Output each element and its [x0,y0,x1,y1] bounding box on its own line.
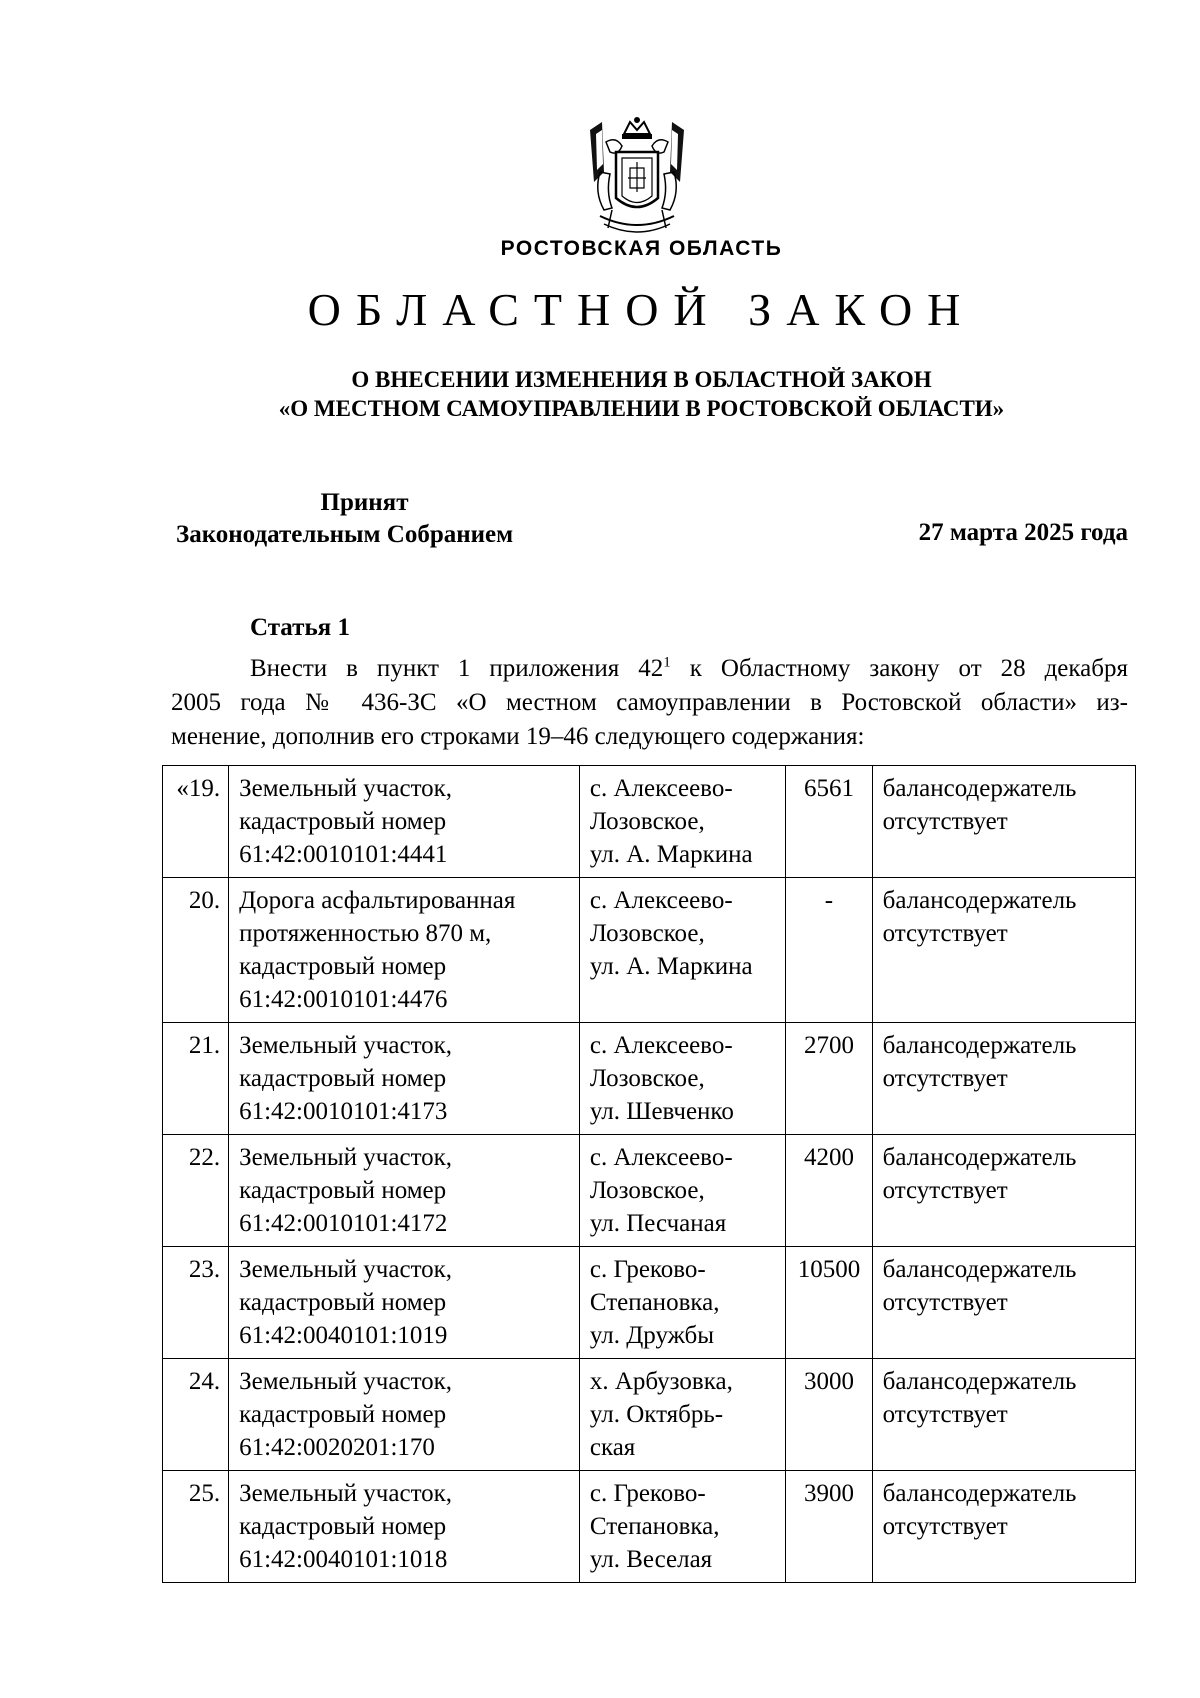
address-cell-line: ул. Дружбы [589,1322,715,1349]
object-name-cell-line: 61:42:0020201:170 [239,1434,435,1461]
object-name-cell-line: кадастровый номер [239,953,447,980]
object-name-cell-line: кадастровый номер [239,1513,447,1540]
article-paragraph-line-3: менение, дополнив его строками 19–46 следующего содержания: [171,723,865,750]
object-name-cell-line: кадастровый номер [239,808,447,835]
address-cell-line: с. Алексеево- [589,1032,733,1059]
address-cell-line: с. Алексеево- [589,775,733,802]
area-cell: 6561 [786,766,872,878]
address-cell [579,1135,785,1247]
object-name-cell-line: 61:42:0010101:4476 [239,986,448,1013]
balance-holder-cell-line: балансодержатель [882,1368,1077,1395]
address-cell-line: ская [589,1434,636,1461]
address-cell-line: х. Арбузовка, [589,1368,733,1395]
row-number-cell: 25. [163,1471,229,1583]
address-cell [579,1359,785,1471]
area-cell: 2700 [786,1023,872,1135]
address-cell-line: Степановка, [589,1513,720,1540]
address-cell-line: ул. Шевченко [589,1098,734,1125]
adoption-line-1: Принят [320,489,409,516]
address-cell [579,1471,785,1583]
balance-holder-cell [872,1359,1135,1471]
address-cell-line: Лозовское, [589,1065,705,1092]
balance-holder-cell-line: отсутствует [882,1513,1008,1540]
object-name-cell-line: кадастровый номер [239,1177,447,1204]
law-subject [0,365,1200,423]
balance-holder-cell-line: балансодержатель [882,887,1077,914]
adoption-line-2: Законодательным Собранием [176,521,514,548]
property-table-body [163,766,1136,1583]
address-cell-line: Лозовское, [589,808,705,835]
balance-holder-cell [872,1247,1135,1359]
object-name-cell-line: Земельный участок, [239,1256,453,1283]
address-cell-line: с. Алексеево- [589,1144,733,1171]
region-name: РОСТОВСКАЯ ОБЛАСТЬ [500,237,783,260]
article-body [171,652,1128,754]
object-name-cell-line: 61:42:0040101:1019 [239,1322,448,1349]
object-name-cell-line: 61:42:0010101:4441 [239,841,448,868]
address-cell-line: ул. Песчаная [589,1210,727,1237]
balance-holder-cell-line: отсутствует [882,1065,1008,1092]
object-name-cell-line: Земельный участок, [239,1480,453,1507]
area-cell: 10500 [786,1247,872,1359]
address-cell [579,1247,785,1359]
object-name-cell [229,1135,580,1247]
balance-holder-cell-line: балансодержатель [882,1144,1077,1171]
address-cell [579,878,785,1023]
balance-holder-cell-line: отсутствует [882,1289,1008,1316]
object-name-cell-line: 61:42:0040101:1018 [239,1546,448,1573]
balance-holder-cell [872,1135,1135,1247]
row-number-cell: 23. [163,1247,229,1359]
area-cell: 3000 [786,1359,872,1471]
balance-holder-cell-line: балансодержатель [882,775,1077,802]
object-name-cell-line: 61:42:0010101:4172 [239,1210,448,1237]
row-number-cell: 20. [163,878,229,1023]
table-row [163,766,1136,878]
object-name-cell-line: Дорога асфальтированная [239,887,516,914]
area-cell: 4200 [786,1135,872,1247]
law-subject-line-2: «О МЕСТНОМ САМОУПРАВЛЕНИИ В РОСТОВСКОЙ ОБЛАСТИ» [278,396,1005,421]
object-name-cell-line: Земельный участок, [239,1368,453,1395]
object-name-cell-line: Земельный участок, [239,1144,453,1171]
object-name-cell [229,1471,580,1583]
object-name-cell [229,1359,580,1471]
area-cell: - [786,878,872,1023]
table-row [163,878,1136,1023]
object-name-cell-line: Земельный участок, [239,1032,453,1059]
address-cell-line: ул. А. Маркина [589,953,753,980]
table-row [163,1247,1136,1359]
balance-holder-cell-line: балансодержатель [882,1032,1077,1059]
row-number-cell: 24. [163,1359,229,1471]
object-name-cell-line: протяженностью 870 м, [239,920,492,947]
object-name-cell-line: 61:42:0010101:4173 [239,1098,448,1125]
balance-holder-cell-line: отсутствует [882,1401,1008,1428]
address-cell-line: с. Греково- [589,1256,706,1283]
address-cell-line: ул. Веселая [589,1546,713,1573]
table-row [163,1135,1136,1247]
object-name-cell [229,878,580,1023]
superscript-index: 1 [663,654,671,671]
balance-holder-cell-line: балансодержатель [882,1256,1077,1283]
address-cell-line: ул. Октябрь- [589,1401,724,1428]
address-cell-line: с. Греково- [589,1480,706,1507]
balance-holder-cell [872,1023,1135,1135]
address-cell-line: Лозовское, [589,920,705,947]
object-name-cell-line: кадастровый номер [239,1289,447,1316]
object-name-cell [229,1247,580,1359]
adoption-block [176,487,576,551]
balance-holder-cell [872,766,1135,878]
article-heading: Статья 1 [250,614,350,641]
law-subject-line-1: О ВНЕСЕНИИ ИЗМЕНЕНИЯ В ОБЛАСТНОЙ ЗАКОН [351,367,932,392]
object-name-cell [229,766,580,878]
object-name-cell-line: кадастровый номер [239,1401,447,1428]
balance-holder-cell-line: балансодержатель [882,1480,1077,1507]
table-row [163,1471,1136,1583]
object-name-cell-line: Земельный участок, [239,775,453,802]
address-cell-line: Степановка, [589,1289,720,1316]
object-name-cell-line: кадастровый номер [239,1065,447,1092]
address-cell-line: Лозовское, [589,1177,705,1204]
balance-holder-cell [872,1471,1135,1583]
property-table [162,765,1136,1583]
row-number-cell: 22. [163,1135,229,1247]
article-paragraph-line-1: Внести в пункт 1 приложения $42^1$ к Областному закону от 28 декабря [250,654,1128,682]
balance-holder-cell [872,878,1135,1023]
balance-holder-cell-line: отсутствует [882,1177,1008,1204]
address-cell-line: с. Алексеево- [589,887,733,914]
area-cell: 3900 [786,1471,872,1583]
table-row [163,1023,1136,1135]
table-row [163,1359,1136,1471]
article-paragraph-line-2: 2005 года № 436-ЗС «О местном самоуправлении в Ростовской области» из- [171,689,1128,716]
row-number-cell: 21. [163,1023,229,1135]
law-type-title: ОБЛАСТНОЙ ЗАКОН [307,284,976,335]
row-number-cell: «19. [163,766,229,878]
address-cell [579,1023,785,1135]
address-cell-line: ул. А. Маркина [589,841,753,868]
object-name-cell [229,1023,580,1135]
coat-of-arms-emblem [582,112,692,240]
adoption-date: 27 марта 2025 года [918,519,1128,546]
balance-holder-cell-line: отсутствует [882,920,1008,947]
balance-holder-cell-line: отсутствует [882,808,1008,835]
address-cell [579,766,785,878]
